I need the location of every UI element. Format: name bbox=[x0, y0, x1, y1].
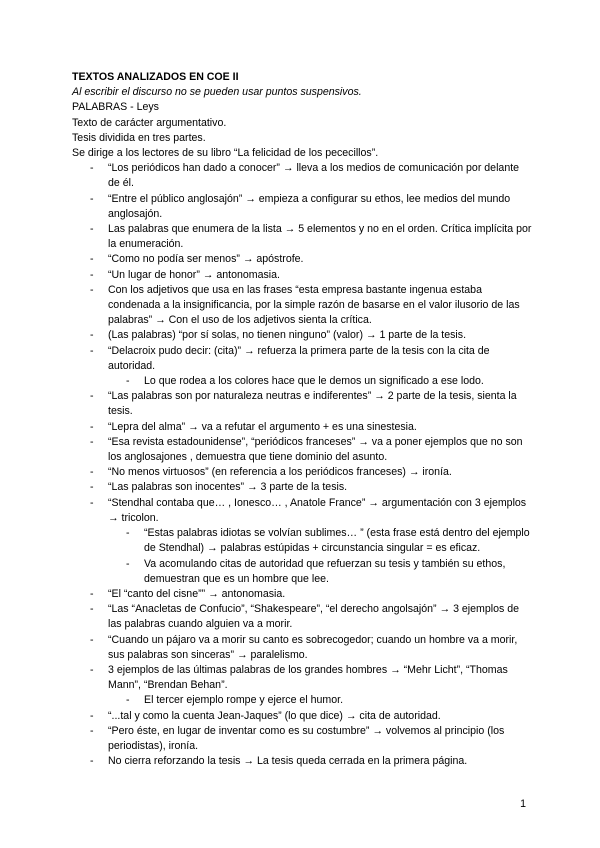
list-item-text: “Un lugar de honor” → antonomasia. bbox=[108, 268, 280, 281]
list-dash: - bbox=[90, 709, 94, 722]
list-dash: - bbox=[126, 527, 130, 540]
sub-list bbox=[108, 526, 532, 587]
list-dash: - bbox=[90, 466, 94, 479]
list-item bbox=[72, 709, 532, 724]
list-item bbox=[72, 192, 532, 222]
list-item bbox=[72, 161, 532, 191]
list-dash: - bbox=[90, 268, 94, 281]
list-item-text: No cierra reforzando la tesis → La tesis queda cerrada en la primera página. bbox=[108, 755, 468, 768]
list-item-text: “No menos virtuosos” (en referencia a los periódicos franceses) → ironía. bbox=[108, 466, 452, 479]
list-dash: - bbox=[90, 253, 94, 266]
sub-list bbox=[108, 693, 532, 708]
list-item bbox=[72, 496, 532, 587]
sub-list bbox=[108, 374, 532, 389]
list-dash: - bbox=[90, 663, 94, 676]
list-item bbox=[72, 344, 532, 390]
list-item bbox=[72, 252, 532, 267]
list-item-text: “El “canto del cisne”” → antonomasia. bbox=[108, 587, 286, 600]
list-dash: - bbox=[126, 694, 130, 707]
intro-line: Texto de carácter argumentativo. bbox=[72, 116, 227, 129]
analysis-list bbox=[72, 161, 532, 769]
list-item-text: “Las palabras son por naturaleza neutras e indiferentes” → 2 parte de la tesis, sienta la tesis. bbox=[108, 390, 517, 418]
sub-list-item bbox=[108, 526, 532, 556]
list-dash: - bbox=[90, 223, 94, 236]
list-item-text: “Esa revista estadounidense”, “periódicos franceses” → va a poner ejemplos que no son los anglosajones , demuestra que tiene dominio del asunto. bbox=[108, 435, 523, 464]
sub-list-item-text: “Estas palabras idiotas se volvían sublimes… ” (esta frase está dentro del ejemplo de Stendhal) → palabras estúpidas + circunstancia singular = es eficaz. bbox=[144, 527, 530, 555]
page-number: 1 bbox=[520, 798, 526, 810]
sub-list-item-text: Lo que rodea a los colores hace que le demos un significado a ese lodo. bbox=[144, 375, 484, 388]
list-dash: - bbox=[90, 390, 94, 403]
intro-line: Tesis dividida en tres partes. bbox=[72, 131, 206, 144]
list-item-text: “Cuando un pájaro va a morir su canto es sobrecogedor; cuando un hombre va a morir, sus palabras son sinceras” → paralelismo. bbox=[108, 633, 518, 661]
list-item-text: “Las palabras son inocentes” → 3 parte de la tesis. bbox=[108, 481, 348, 494]
sub-list-item bbox=[108, 693, 532, 708]
list-dash: - bbox=[126, 375, 130, 388]
document-title: TEXTOS ANALIZADOS EN COE II bbox=[72, 71, 239, 83]
list-item bbox=[72, 435, 532, 465]
list-item bbox=[72, 328, 532, 343]
list-item bbox=[72, 724, 532, 754]
list-dash: - bbox=[90, 162, 94, 175]
list-item bbox=[72, 480, 532, 495]
list-item-text: Con los adjetivos que usa en las frases “esta empresa bastante ingenua estaba condenada a la insignificancia, por la simple razón de basarse en el valor ilusorio de las palabras” → Con el uso de los adjetivos sienta la crítica. bbox=[108, 283, 520, 327]
list-dash: - bbox=[90, 192, 94, 205]
list-item-text: “Stendhal contaba que… , Ionesco… , Anatole France” → argumentación con 3 ejemplos → tricolon. bbox=[108, 496, 527, 524]
sub-list-item bbox=[108, 374, 532, 389]
list-dash: - bbox=[90, 420, 94, 433]
list-dash: - bbox=[126, 557, 130, 570]
intro-line: Se dirige a los lectores de su libro “La felicidad de los pececillos”. bbox=[72, 147, 379, 160]
list-item-text: “Delacroix pudo decir: (cita)” → refuerza la primera parte de la tesis con la cita de autoridad. bbox=[108, 344, 490, 372]
list-dash: - bbox=[90, 633, 94, 646]
list-item-text: “Pero éste, en lugar de inventar como es su costumbre” → volvemos al principio (los periodistas), ironía. bbox=[108, 724, 505, 752]
intro-block bbox=[72, 100, 532, 161]
list-dash: - bbox=[90, 587, 94, 600]
list-item bbox=[72, 283, 532, 329]
list-dash: - bbox=[90, 344, 94, 357]
list-item bbox=[72, 754, 532, 769]
list-item bbox=[72, 633, 532, 663]
list-item-text: “Las “Anacletas de Confucio”, “Shakespeare”, “el derecho angolsajón” → 3 ejemplos de las palabras cuando alguien va a morir. bbox=[108, 603, 520, 631]
sub-list-item bbox=[108, 557, 532, 587]
list-item-text: “...tal y como la cuenta Jean-Jaques” (lo que dice) → cita de autoridad. bbox=[108, 709, 441, 722]
italic-note: Al escribir el discurso no se pueden usar puntos suspensivos. bbox=[72, 86, 362, 99]
sub-list-item-text: El tercer ejemplo rompe y ejerce el humor. bbox=[144, 694, 344, 707]
list-item bbox=[72, 420, 532, 435]
list-item bbox=[72, 602, 532, 632]
list-dash: - bbox=[90, 603, 94, 616]
list-dash: - bbox=[90, 724, 94, 737]
intro-line: PALABRAS - Leys bbox=[72, 101, 159, 114]
list-dash: - bbox=[90, 435, 94, 448]
list-item-text: “Entre el público anglosajón” → empieza a configurar su ethos, lee medios del mundo anglosajón. bbox=[108, 192, 511, 220]
list-item bbox=[72, 268, 532, 283]
sub-list-item-text: Va acomulando citas de autoridad que refuerzan su tesis y también su ethos, demuestran que es un hombre que lee. bbox=[144, 557, 506, 585]
list-dash: - bbox=[90, 481, 94, 494]
list-item bbox=[72, 587, 532, 602]
list-item-text: Las palabras que enumera de la lista → 5 elementos y no en el orden. Crítica implícita por la enumeración. bbox=[108, 223, 532, 251]
list-item bbox=[72, 389, 532, 419]
list-item bbox=[72, 222, 532, 252]
list-dash: - bbox=[90, 283, 94, 296]
list-dash: - bbox=[90, 496, 94, 509]
list-item-text: “Como no podía ser menos” → apóstrofe. bbox=[108, 253, 304, 266]
list-item bbox=[72, 663, 532, 709]
list-item-text: “Lepra del alma” → va a refutar el argumento + es una sinestesia. bbox=[108, 420, 417, 433]
list-item-text: 3 ejemplos de las últimas palabras de los grandes hombres → “Mehr Licht”, “Thomas Mann”, “Brendan Behan”. bbox=[108, 663, 508, 692]
list-dash: - bbox=[90, 755, 94, 768]
list-item bbox=[72, 465, 532, 480]
list-item-text: (Las palabras) “por sí solas, no tienen ninguno” (valor) → 1 parte de la tesis. bbox=[108, 329, 467, 342]
list-item-text: “Los periódicos han dado a conocer” → lleva a los medios de comunicación por delante de él. bbox=[108, 162, 520, 190]
document-page bbox=[72, 70, 532, 769]
list-dash: - bbox=[90, 329, 94, 342]
